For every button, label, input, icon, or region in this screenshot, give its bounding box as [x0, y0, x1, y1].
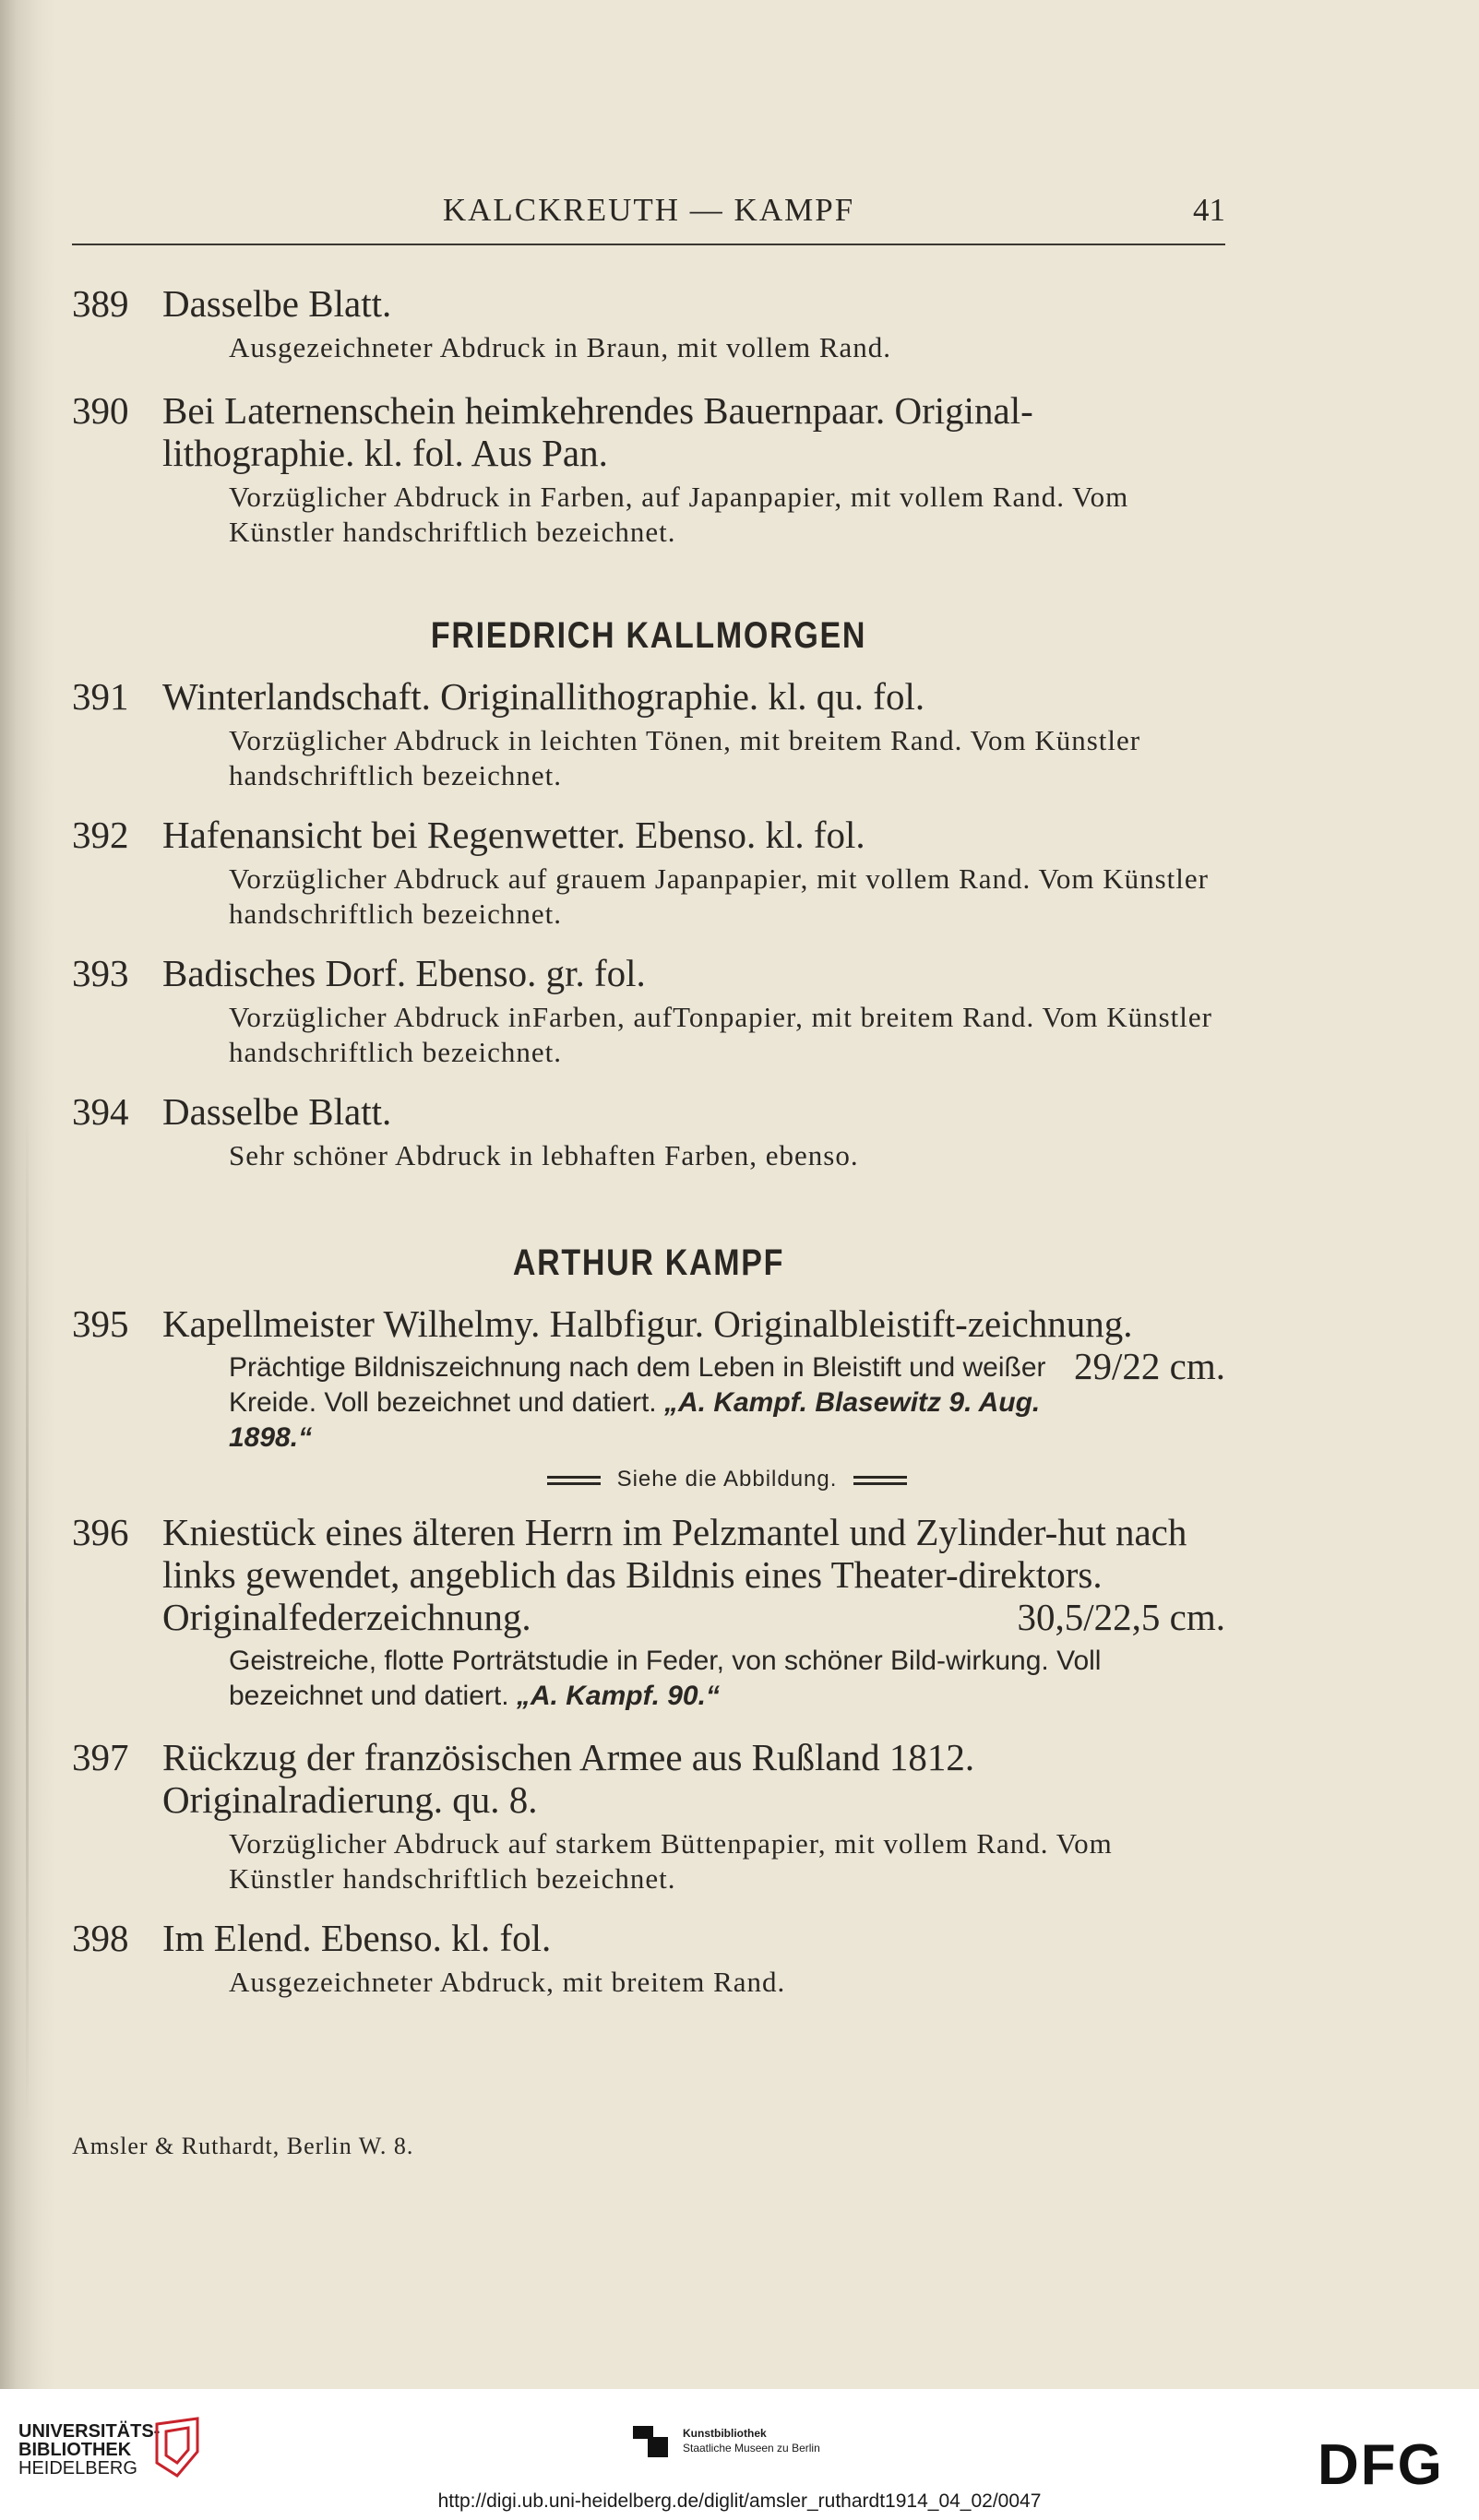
entry-number: 392: [72, 814, 129, 856]
entry-title: Hafenansicht bei Regenwetter. Ebenso. kl. fol.: [162, 814, 865, 856]
entry-dimensions: 30,5/22,5 cm.: [1017, 1596, 1225, 1638]
catalog-entry-389: [72, 282, 1225, 365]
entry-description: Ausgezeichneter Abdruck in Braun, mit vollem Rand.: [229, 331, 892, 363]
entry-title: Bei Laternenschein heimkehrendes Bauernpaar. Original-lithographie. kl. fol. Aus Pan.: [162, 389, 1033, 474]
ub-logo-line3: HEIDELBERG: [18, 2458, 137, 2478]
catalog-entry-390: [72, 389, 1225, 550]
digitization-footer: [0, 2389, 1479, 2520]
kb-logo-line2: Staatliche Museen zu Berlin: [683, 2442, 820, 2455]
entry-title: Dasselbe Blatt.: [162, 1090, 392, 1133]
entry-description-text: Prächtige Bildniszeichnung nach dem Leben in Bleistift und weißer Kreide. Voll bezeichnet und datiert.: [229, 1352, 1046, 1418]
catalog-content: [72, 282, 1225, 2000]
page-number: 41: [1193, 192, 1225, 228]
section-heading-kampf: ARTHUR KAMPF: [512, 1242, 785, 1283]
entry-title-text: Kniestück eines älteren Herrn im Pelzmantel und Zylinder-hut nach links gewendet, angeblich das Bildnis eines Theater-direktors. Originalfederzeichnung.: [162, 1511, 1187, 1638]
running-header: [72, 192, 1225, 238]
running-header-title: KALCKREUTH — KAMPF: [442, 192, 855, 228]
entry-signature: „A. Kampf. Blasewitz 9. Aug. 1898.“: [229, 1387, 1041, 1453]
entry-title: Im Elend. Ebenso. kl. fol.: [162, 1917, 552, 1959]
spine-mark: [26, 1107, 29, 2122]
ub-logo-line2: BIBLIOTHEK: [18, 2440, 132, 2460]
catalog-entry-396: [72, 1511, 1225, 1714]
entry-description: Vorzüglicher Abdruck in leichten Tönen, mit breitem Rand. Vom Künstler handschriftlich bezeichnet.: [229, 724, 1141, 791]
entry-title-text: Kapellmeister Wilhelmy. Halbfigur. Originalbleistift-zeichnung.: [162, 1302, 1133, 1345]
entry-description: Sehr schöner Abdruck in lebhaften Farben, ebenso.: [229, 1139, 859, 1171]
entry-number: 396: [72, 1511, 129, 1553]
double-rule-left: [547, 1476, 601, 1485]
kb-logo-line1: Kunstbibliothek: [683, 2427, 767, 2440]
catalog-entry-398: [72, 1917, 1225, 2000]
entry-description: Ausgezeichneter Abdruck, mit breitem Rand.: [229, 1966, 786, 1998]
entry-number: 390: [72, 389, 129, 432]
entry-signature: „A. Kampf. 90.“: [516, 1681, 720, 1711]
permalink-url[interactable]: http://digi.ub.uni-heidelberg.de/diglit/amsler_ruthardt1914_04_02/0047: [437, 2490, 1042, 2512]
entry-title: Rückzug der französischen Armee aus Rußland 1812. Originalradierung. qu. 8.: [162, 1736, 975, 1821]
entry-number: 397: [72, 1736, 129, 1778]
header-rule: [72, 244, 1225, 245]
ub-heidelberg-logo[interactable]: [18, 2422, 160, 2478]
catalog-entry-397: [72, 1736, 1225, 1896]
catalog-entry-391: [72, 675, 1225, 793]
kunstbibliothek-emblem-icon: [633, 2420, 677, 2459]
entry-title: Badisches Dorf. Ebenso. gr. fol.: [162, 952, 646, 994]
catalog-entry-392: [72, 814, 1225, 932]
entry-description: Vorzüglicher Abdruck auf starkem Büttenpapier, mit vollem Rand. Vom Künstler handschriftlich bezeichnet.: [229, 1827, 1113, 1895]
entry-description: Vorzüglicher Abdruck inFarben, aufTonpapier, mit breitem Rand. Vom Künstler handschriftlich bezeichnet.: [229, 1001, 1212, 1068]
double-rule-right: [853, 1476, 907, 1485]
entry-number: 394: [72, 1090, 129, 1133]
entry-description: [229, 1644, 1225, 1714]
kunstbibliothek-logo[interactable]: [683, 2426, 820, 2455]
ub-emblem-icon: [149, 2415, 205, 2483]
entry-title: [162, 1511, 1225, 1638]
catalog-entry-393: [72, 952, 1225, 1070]
entry-description: Vorzüglicher Abdruck auf grauem Japanpapier, mit vollem Rand. Vom Künstler handschriftlich bezeichnet.: [229, 862, 1209, 930]
entry-description-text: Geistreiche, flotte Porträtstudie in Feder, von schöner Bild-wirkung. Voll bezeichnet und datiert.: [229, 1646, 1102, 1711]
entry-number: 395: [72, 1302, 129, 1345]
section-heading-kallmorgen: FRIEDRICH KALLMORGEN: [430, 615, 867, 656]
catalog-entry-395: [72, 1302, 1225, 1492]
see-figure-note: [229, 1467, 1225, 1492]
ub-logo-line1: UNIVERSITÄTS-: [18, 2421, 161, 2442]
entry-number: 398: [72, 1917, 129, 1959]
publisher-imprint: Amsler & Ruthardt, Berlin W. 8.: [72, 2133, 414, 2159]
entry-dimensions: 29/22 cm.: [1074, 1345, 1225, 1387]
catalog-entry-394: [72, 1090, 1225, 1173]
see-figure-text: Siehe die Abbildung.: [616, 1467, 838, 1492]
entry-title: Dasselbe Blatt.: [162, 282, 392, 325]
entry-title: Winterlandschaft. Originallithographie. kl. qu. fol.: [162, 675, 925, 718]
entry-number: 391: [72, 675, 129, 718]
dfg-logo[interactable]: DFG: [1318, 2433, 1444, 2497]
entry-number: 389: [72, 282, 129, 325]
entry-number: 393: [72, 952, 129, 994]
entry-description: Vorzüglicher Abdruck in Farben, auf Japanpapier, mit vollem Rand. Vom Künstler handschriftlich bezeichnet.: [229, 481, 1129, 548]
